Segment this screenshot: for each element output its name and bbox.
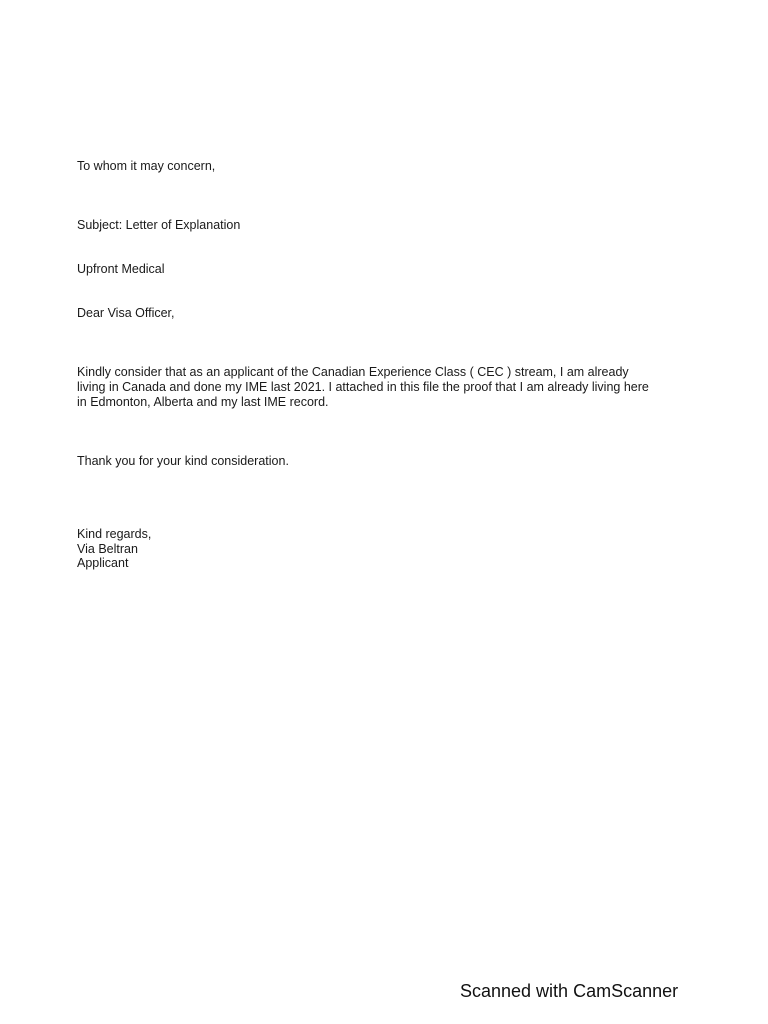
camscanner-watermark: Scanned with CamScanner <box>460 981 679 1001</box>
signer-name: Via Beltran <box>77 541 138 556</box>
letter-body-paragraph <box>77 365 717 410</box>
letter-salutation: Dear Visa Officer, <box>77 306 175 320</box>
body-line: in Edmonton, Alberta and my last IME record. <box>77 395 329 409</box>
general-salutation: To whom it may concern, <box>77 159 216 173</box>
letter-reference: Upfront Medical <box>77 262 165 276</box>
signer-role: Applicant <box>77 556 129 570</box>
letter-signature-block <box>77 527 151 571</box>
letter-thanks: Thank you for your kind consideration. <box>77 454 289 468</box>
body-line: Kindly consider that as an applicant of the Canadian Experience Class ( CEC ) stream, I am already <box>77 365 629 379</box>
closing-phrase: Kind regards, <box>77 527 152 541</box>
body-line: living in Canada and done my IME last 2021. I attached in this file the proof that I am already living here <box>77 380 649 394</box>
letter-subject: Subject: Letter of Explanation <box>77 218 241 232</box>
